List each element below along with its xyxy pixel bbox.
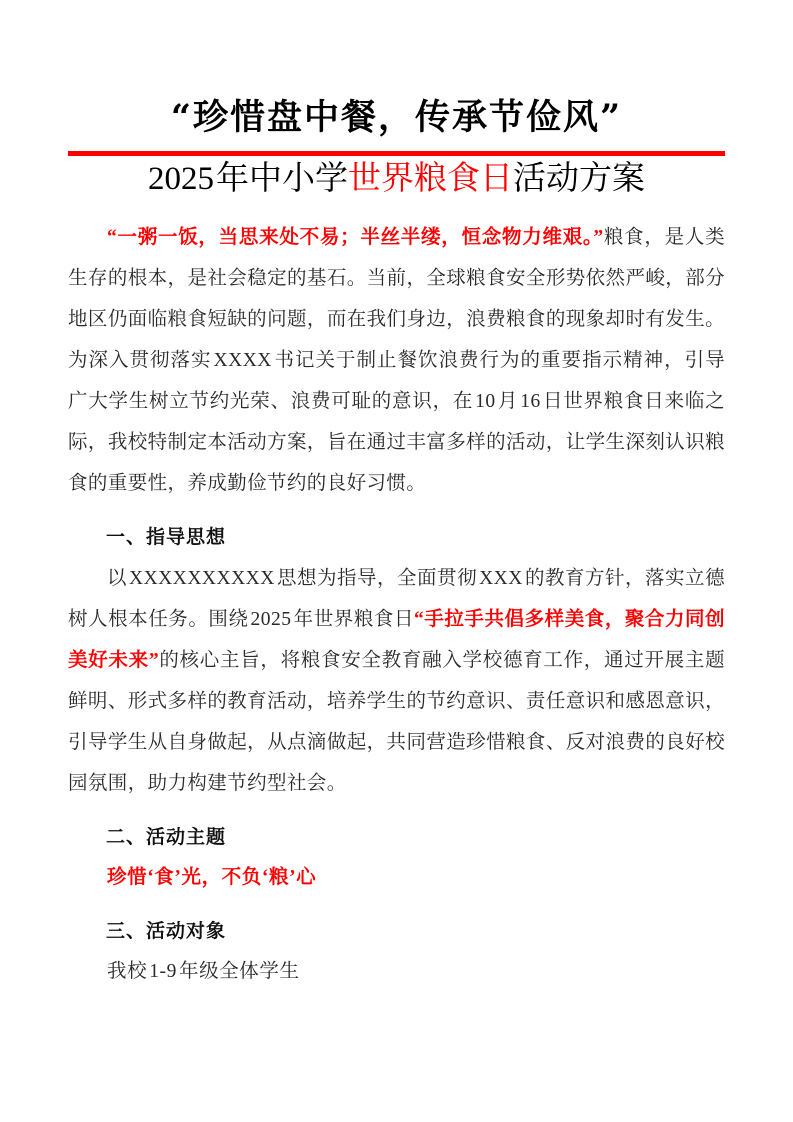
s1-placeholder-b: XXX	[479, 567, 523, 589]
intro-date-day: 16	[520, 390, 541, 412]
title-sub-highlight: 世界粮食日	[348, 161, 513, 198]
section-heading-1: 一、指导思想	[106, 525, 227, 548]
activity-audience	[68, 952, 725, 992]
intro-body-b: 书记关于制止餐饮浪费行为的重要指示精神，引导广大学生树立节约光荣、浪费可耻的意识，在	[68, 349, 725, 412]
page-title-main: “珍惜盘中餐，传承节俭风”	[170, 97, 623, 138]
intro-paragraph	[68, 217, 725, 504]
intro-body-c: 月	[497, 390, 519, 412]
audience-grade-range: 1-9	[149, 960, 177, 982]
title-sub-prefix: 年中小学	[216, 161, 348, 198]
intro-org-placeholder: XXXX	[213, 349, 272, 371]
section-1-paragraph	[68, 558, 725, 804]
intro-body-a: 粮食，是人类生存的根本，是社会稳定的基石。当前，全球粮食安全形势依然严峻，部分地区仍面临粮食短缺的问题，而在我们身边，浪费粮食的现象却时有发生。为深入贯彻落实	[68, 226, 725, 371]
s1-body-b: 思想为指导，全面贯彻	[276, 567, 478, 589]
title-sub-suffix: 活动方案	[513, 161, 645, 198]
section-heading-3: 三、活动对象	[106, 919, 227, 942]
s1-year: 2025	[250, 608, 292, 630]
s1-body-a: 以	[107, 567, 128, 589]
s1-placeholder-a: XXXXXXXXXX	[129, 567, 275, 589]
intro-quote: “一粥一饭，当思来处不易；半丝半缕，恒念物力维艰。”	[107, 226, 604, 248]
activity-theme: 珍惜‘食’光，不负‘粮’心	[107, 866, 317, 888]
page-title-sub	[68, 159, 725, 200]
s1-body-e: 的核心主旨，将粮食安全教育融入学校德育工作，通过开展主题鲜明、形式多样的教育活动，培养学生的节约意识、责任意识和感恩意识，引导学生从自身做起，从点滴做起，共同营造珍惜粮食、反对浪费的良好校园氛围，助力构建节约型社会。	[68, 649, 725, 794]
s1-body-c: 的教育方针，落实立德树人根本任务。围绕	[68, 567, 725, 630]
intro-body-d: 日世界粮食日来临之际，我校特制定本活动方案，旨在通过丰富多样的活动，让学生深刻认识粮食的重要性，养成勤俭节约的良好习惯。	[68, 390, 725, 494]
title-divider	[68, 151, 725, 156]
title-sub-year: 2025	[148, 161, 214, 198]
audience-prefix: 我校	[107, 960, 148, 982]
s1-body-d: 年世界粮食日	[293, 608, 415, 630]
audience-suffix: 年级全体学生	[179, 960, 300, 982]
s1-slogan: “手拉手共倡多样美食，聚合力同创美好未来”	[68, 608, 726, 671]
red-double-rule	[68, 151, 725, 156]
section-heading-2: 二、活动主题	[106, 825, 227, 848]
intro-date-month: 10	[475, 390, 496, 412]
